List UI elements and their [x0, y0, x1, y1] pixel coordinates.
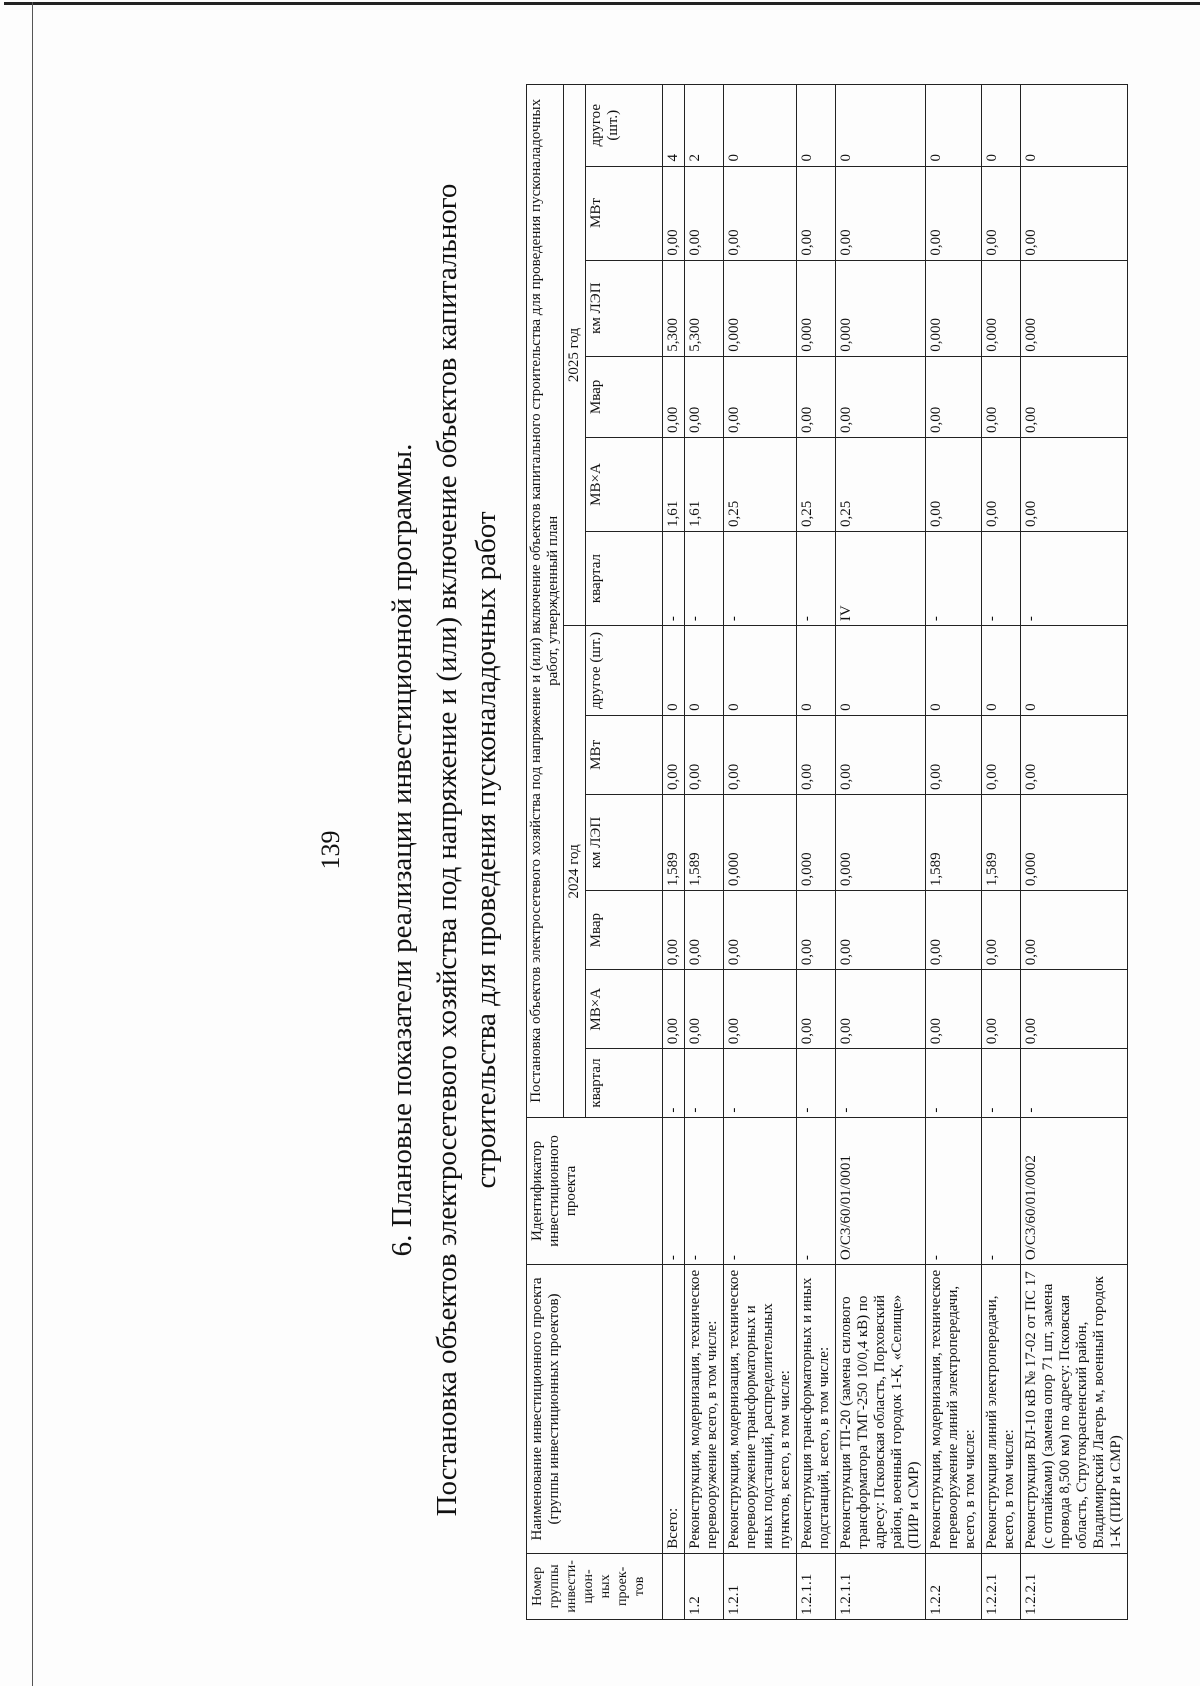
row-value: 0,00: [663, 891, 685, 970]
row-value: -: [724, 532, 797, 626]
row-value: 0,00: [836, 166, 926, 260]
row-value: 0,00: [685, 166, 724, 260]
table-row: [926, 85, 982, 1620]
row-value: 0,000: [836, 260, 926, 356]
header-year-2024: 2024 год: [564, 626, 586, 1118]
row-value: 0,00: [685, 891, 724, 970]
rotated-sheet: [196, 50, 1196, 1650]
row-value: 0: [1021, 626, 1128, 716]
col-header-2025-1: МВ×А: [586, 437, 663, 531]
row-number: 1.2.1.1: [836, 1553, 926, 1619]
row-value: 0: [982, 85, 1021, 167]
row-value: 0,00: [926, 356, 982, 437]
col-header-2024-0: квартал: [586, 1049, 663, 1117]
row-name: Реконструкция, модернизация, техническое перевооружение линий электропередачи, всего, в том числе:: [926, 1265, 982, 1554]
row-value: 0: [724, 85, 797, 167]
row-value: 0,00: [836, 715, 926, 794]
row-value: 5,300: [663, 260, 685, 356]
row-number: 1.2.1.1: [797, 1553, 836, 1619]
row-value: -: [685, 1049, 724, 1117]
col-header-2025-0: квартал: [586, 532, 663, 626]
row-value: 4: [663, 85, 685, 167]
row-number: 1.2.2.1: [1021, 1553, 1128, 1619]
row-value: 0: [836, 85, 926, 167]
header-row-1: [527, 85, 564, 1620]
header-year-2025: 2025 год: [564, 85, 586, 626]
col-header-2025-3: км ЛЭП: [586, 260, 663, 356]
row-value: 0,000: [797, 260, 836, 356]
row-value: 0,00: [724, 356, 797, 437]
row-value: 0: [797, 626, 836, 716]
row-value: -: [663, 1049, 685, 1117]
header-name: Наименование инвестиционного проекта (группы инвестиционных проектов): [527, 1265, 663, 1554]
row-name: Реконструкция ТП-20 (замена силового трансформатора ТМГ-250 10/0,4 кВ) по адресу: Псковская область, Порховский район, военный городок 1-К, «Селище» (ПИР и СМР): [836, 1265, 926, 1554]
row-identifier: -: [685, 1117, 724, 1264]
col-header-2024-1: МВ×А: [586, 970, 663, 1049]
row-value: -: [724, 1049, 797, 1117]
row-value: 0,00: [797, 891, 836, 970]
row-value: 0,25: [836, 437, 926, 531]
col-header-2025-5: другое (шт.): [586, 85, 663, 167]
row-value: 0,00: [1021, 891, 1128, 970]
row-value: 0,00: [663, 970, 685, 1049]
row-value: 0: [663, 626, 685, 716]
row-value: -: [1021, 1049, 1128, 1117]
row-identifier: -: [797, 1117, 836, 1264]
col-header-2025-4: МВт: [586, 166, 663, 260]
row-value: 0,000: [926, 260, 982, 356]
row-value: 0,00: [836, 970, 926, 1049]
row-value: 0: [926, 85, 982, 167]
row-name: Реконструкция трансформаторных и иных подстанций, всего, в том числе:: [797, 1265, 836, 1554]
table-row: [663, 85, 685, 1620]
col-header-2024-4: МВт: [586, 715, 663, 794]
indicators-table: [526, 84, 1128, 1620]
row-value: -: [982, 1049, 1021, 1117]
row-value: 1,61: [663, 437, 685, 531]
row-value: 0,25: [797, 437, 836, 531]
col-header-2024-2: Мвар: [586, 891, 663, 970]
row-value: 0,00: [982, 356, 1021, 437]
row-value: 0,00: [724, 166, 797, 260]
row-value: 0,00: [982, 166, 1021, 260]
row-name: Всего:: [663, 1265, 685, 1554]
row-name: Реконструкция, модернизация, техническое перевооружение всего, в том числе:: [685, 1265, 724, 1554]
header-group-top: Постановка объектов электросетевого хозяйства под напряжение и (или) включение объектов капитального строительства для проведения пусконаладочных работ: [528, 98, 561, 1103]
row-number: 1.2: [685, 1553, 724, 1619]
table-row: [836, 85, 926, 1620]
row-value: 0,00: [1021, 356, 1128, 437]
row-value: 0,00: [926, 166, 982, 260]
row-value: 1,589: [663, 794, 685, 890]
row-value: -: [926, 532, 982, 626]
col-header-2024-5: другое (шт.): [586, 626, 663, 716]
row-value: -: [685, 532, 724, 626]
row-value: 0: [982, 626, 1021, 716]
row-identifier: -: [663, 1117, 685, 1264]
row-value: -: [797, 1049, 836, 1117]
header-num: Номер группы инвести-цион-ных проек-тов: [527, 1553, 663, 1619]
row-value: 0,000: [724, 260, 797, 356]
header-group-sub: утвержденный план: [545, 515, 561, 644]
row-value: 0,00: [685, 715, 724, 794]
row-value: 0,00: [724, 970, 797, 1049]
row-value: 0,00: [797, 356, 836, 437]
row-value: 0,00: [982, 891, 1021, 970]
row-value: 0,000: [797, 794, 836, 890]
row-value: 0,00: [797, 970, 836, 1049]
row-value: 0,00: [926, 715, 982, 794]
row-value: 1,61: [685, 437, 724, 531]
row-value: 0,00: [836, 356, 926, 437]
row-identifier: -: [982, 1117, 1021, 1264]
page-number: 139: [316, 830, 345, 870]
row-value: 0,000: [982, 260, 1021, 356]
header-group: Постановка объектов электросетевого хозяйства под напряжение и (или) включение объектов капитального строительства для проведения пусконаладочных работ, утвержденный план: [527, 85, 564, 1118]
section-title: 6. Плановые показатели реализации инвестиционной программы.: [386, 443, 418, 1257]
row-value: 0,00: [926, 437, 982, 531]
row-value: 0,000: [836, 794, 926, 890]
row-number: [663, 1553, 685, 1619]
table-row: [982, 85, 1021, 1620]
row-value: 0,00: [797, 166, 836, 260]
row-value: 0,00: [982, 437, 1021, 531]
row-name: Реконструкция линий электропередачи, всего, в том числе:: [982, 1265, 1021, 1554]
row-value: 0: [685, 626, 724, 716]
col-header-2025-2: Мвар: [586, 356, 663, 437]
row-value: 0,00: [1021, 715, 1128, 794]
row-value: 0,000: [1021, 260, 1128, 356]
table-body: [663, 85, 1128, 1620]
row-value: 0,000: [724, 794, 797, 890]
row-value: 0,00: [836, 891, 926, 970]
row-value: IV: [836, 532, 926, 626]
row-value: 0,00: [797, 715, 836, 794]
table-row: [1021, 85, 1128, 1620]
row-value: 2: [685, 85, 724, 167]
row-number: 1.2.2: [926, 1553, 982, 1619]
row-name: Реконструкция ВЛ-10 кВ № 17-02 от ПС 17 (с отпайками) (замена опор 71 шт, замена провода 8,500 км) по адресу: Псковская область, Стругокрасненский район, Владимирский Лагерь м, военный городок 1-К (ПИР и СМР): [1021, 1265, 1128, 1554]
row-value: 0,00: [663, 356, 685, 437]
row-value: 0,00: [926, 970, 982, 1049]
row-value: 0: [724, 626, 797, 716]
table-row: [685, 85, 724, 1620]
row-value: -: [926, 1049, 982, 1117]
row-value: 0,00: [685, 970, 724, 1049]
row-value: -: [663, 532, 685, 626]
row-value: 0,00: [1021, 970, 1128, 1049]
section-subtitle: Постановка объектов электросетевого хозяйства под напряжение и (или) включение объектов капитального строительства для проведения пусконаладочных работ: [431, 183, 502, 1517]
row-value: 0,00: [1021, 437, 1128, 531]
row-value: 0: [1021, 85, 1128, 167]
table-row: [724, 85, 797, 1620]
row-value: 5,300: [685, 260, 724, 356]
row-value: 0,00: [663, 166, 685, 260]
row-value: -: [797, 532, 836, 626]
row-value: 0,00: [663, 715, 685, 794]
row-value: 0,00: [1021, 166, 1128, 260]
row-value: 0,00: [724, 891, 797, 970]
row-identifier: О/С3/60/01/0001: [836, 1117, 926, 1264]
header-id: Идентификатор инвестиционного проекта: [527, 1117, 663, 1264]
row-value: 0: [836, 626, 926, 716]
row-value: 1,589: [926, 794, 982, 890]
row-number: 1.2.2.1: [982, 1553, 1021, 1619]
row-number: 1.2.1: [724, 1553, 797, 1619]
row-identifier: О/С3/60/01/0002: [1021, 1117, 1128, 1264]
page-edge-left: [32, 2, 33, 1686]
row-identifier: -: [724, 1117, 797, 1264]
row-value: 0,00: [982, 970, 1021, 1049]
col-header-2024-3: км ЛЭП: [586, 794, 663, 890]
row-value: -: [836, 1049, 926, 1117]
row-value: 0,00: [685, 356, 724, 437]
page-edge-top: [4, 2, 1200, 5]
row-value: 0,00: [982, 715, 1021, 794]
row-identifier: -: [926, 1117, 982, 1264]
row-value: 0: [797, 85, 836, 167]
row-value: -: [1021, 532, 1128, 626]
row-value: 0,000: [1021, 794, 1128, 890]
row-name: Реконструкция, модернизация, техническое перевооружение трансформаторных и иных подстанций, распределительных пунктов, всего, в том числе:: [724, 1265, 797, 1554]
table-row: [797, 85, 836, 1620]
row-value: 0,00: [926, 891, 982, 970]
row-value: 0: [926, 626, 982, 716]
row-value: -: [982, 532, 1021, 626]
row-value: 1,589: [685, 794, 724, 890]
row-value: 0,25: [724, 437, 797, 531]
row-value: 1,589: [982, 794, 1021, 890]
row-value: 0,00: [724, 715, 797, 794]
